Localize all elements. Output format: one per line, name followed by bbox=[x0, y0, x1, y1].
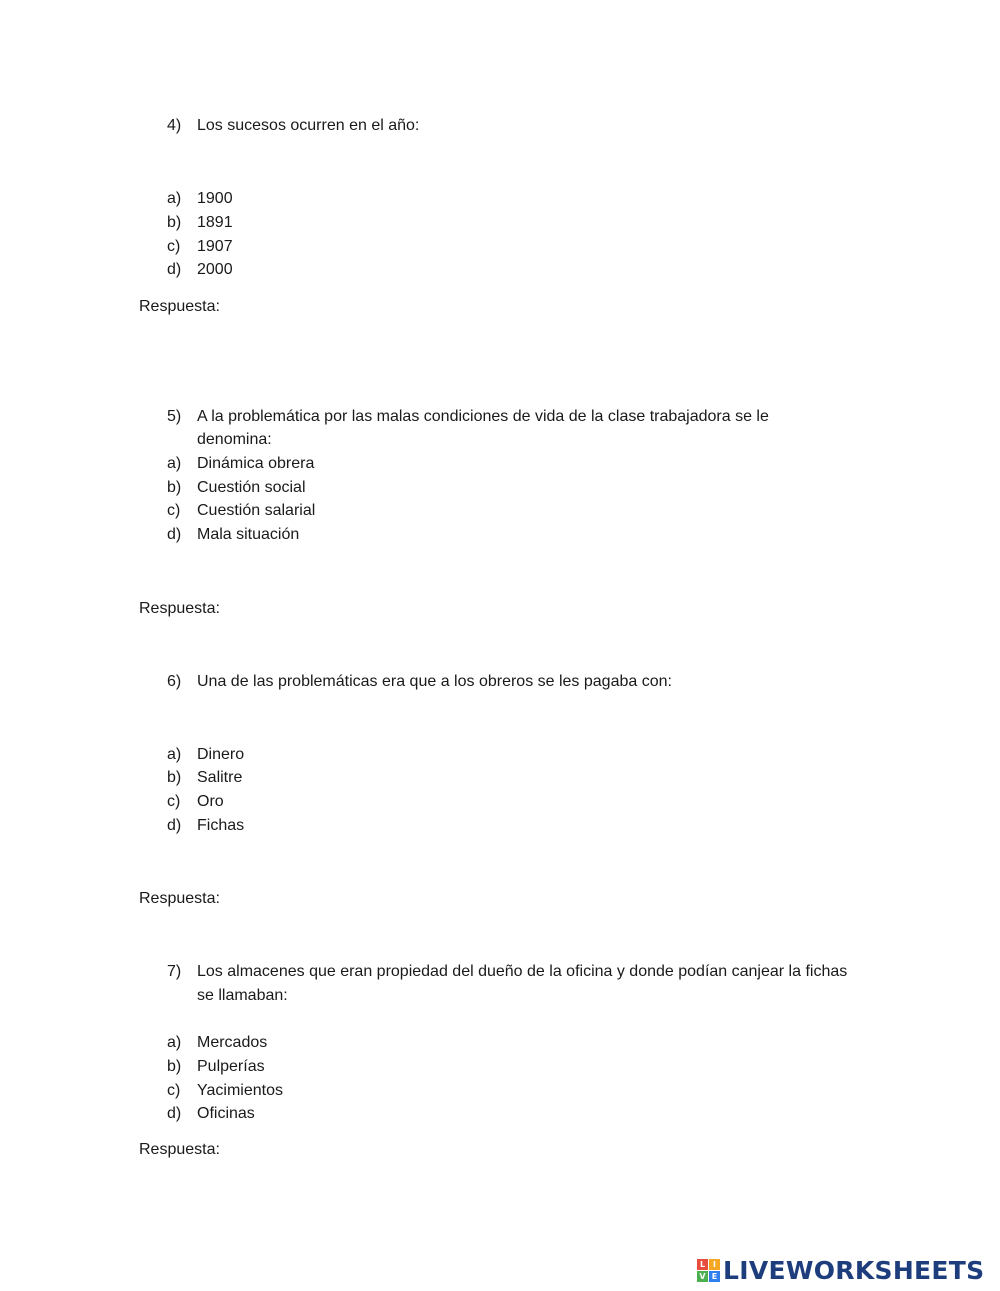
option-letter: a) bbox=[167, 746, 182, 763]
liveworksheets-logo bbox=[697, 1257, 984, 1283]
option-text: Fichas bbox=[197, 817, 245, 834]
option-letter: c) bbox=[167, 1082, 181, 1099]
option-letter: b) bbox=[167, 479, 182, 496]
liveworksheets-icon bbox=[697, 1259, 720, 1282]
option-text: Mercados bbox=[197, 1034, 268, 1051]
logo-icon-letter-i: I bbox=[709, 1259, 720, 1270]
option-text: Dinero bbox=[197, 746, 245, 763]
option-text: Oficinas bbox=[197, 1105, 255, 1122]
question-number: 5) bbox=[167, 408, 182, 425]
question-text: Los sucesos ocurren en el año: bbox=[197, 117, 420, 134]
question-text: Los almacenes que eran propiedad del dueño de la oficina y donde podían canjear la fichas bbox=[197, 963, 848, 980]
option-text: Mala situación bbox=[197, 526, 300, 543]
option-letter: a) bbox=[167, 1034, 182, 1051]
option-letter: a) bbox=[167, 455, 182, 472]
logo-icon-letter-v: V bbox=[697, 1271, 708, 1282]
option-letter: c) bbox=[167, 238, 181, 255]
answer-label: Respuesta: bbox=[139, 600, 220, 617]
option-letter: c) bbox=[167, 793, 181, 810]
question-text: se llamaban: bbox=[197, 987, 288, 1004]
question-number: 7) bbox=[167, 963, 182, 980]
option-letter: b) bbox=[167, 214, 182, 231]
option-text: 1907 bbox=[197, 238, 233, 255]
logo-icon-letter-e: E bbox=[709, 1271, 720, 1282]
option-letter: a) bbox=[167, 190, 182, 207]
question-text: A la problemática por las malas condiciones de vida de la clase trabajadora se le bbox=[197, 408, 769, 425]
question-text: Una de las problemáticas era que a los obreros se les pagaba con: bbox=[197, 673, 672, 690]
question-text: denomina: bbox=[197, 431, 272, 448]
option-text: Salitre bbox=[197, 769, 243, 786]
answer-label: Respuesta: bbox=[139, 1141, 220, 1158]
answer-label: Respuesta: bbox=[139, 890, 220, 907]
option-text: 1891 bbox=[197, 214, 233, 231]
option-text: Pulperías bbox=[197, 1058, 265, 1075]
option-text: Cuestión social bbox=[197, 479, 306, 496]
logo-icon-letter-l: L bbox=[697, 1259, 708, 1270]
option-letter: d) bbox=[167, 1105, 182, 1122]
option-letter: d) bbox=[167, 261, 182, 278]
question-number: 4) bbox=[167, 117, 182, 134]
option-text: 1900 bbox=[197, 190, 233, 207]
option-letter: c) bbox=[167, 502, 181, 519]
option-letter: d) bbox=[167, 817, 182, 834]
option-text: Oro bbox=[197, 793, 224, 810]
question-number: 6) bbox=[167, 673, 182, 690]
answer-label: Respuesta: bbox=[139, 298, 220, 315]
option-text: Dinámica obrera bbox=[197, 455, 315, 472]
option-letter: d) bbox=[167, 526, 182, 543]
option-text: Yacimientos bbox=[197, 1082, 283, 1099]
option-text: Cuestión salarial bbox=[197, 502, 316, 519]
logo-text: LIVEWORKSHEETS bbox=[723, 1255, 985, 1285]
option-text: 2000 bbox=[197, 261, 233, 278]
option-letter: b) bbox=[167, 1058, 182, 1075]
option-letter: b) bbox=[167, 769, 182, 786]
